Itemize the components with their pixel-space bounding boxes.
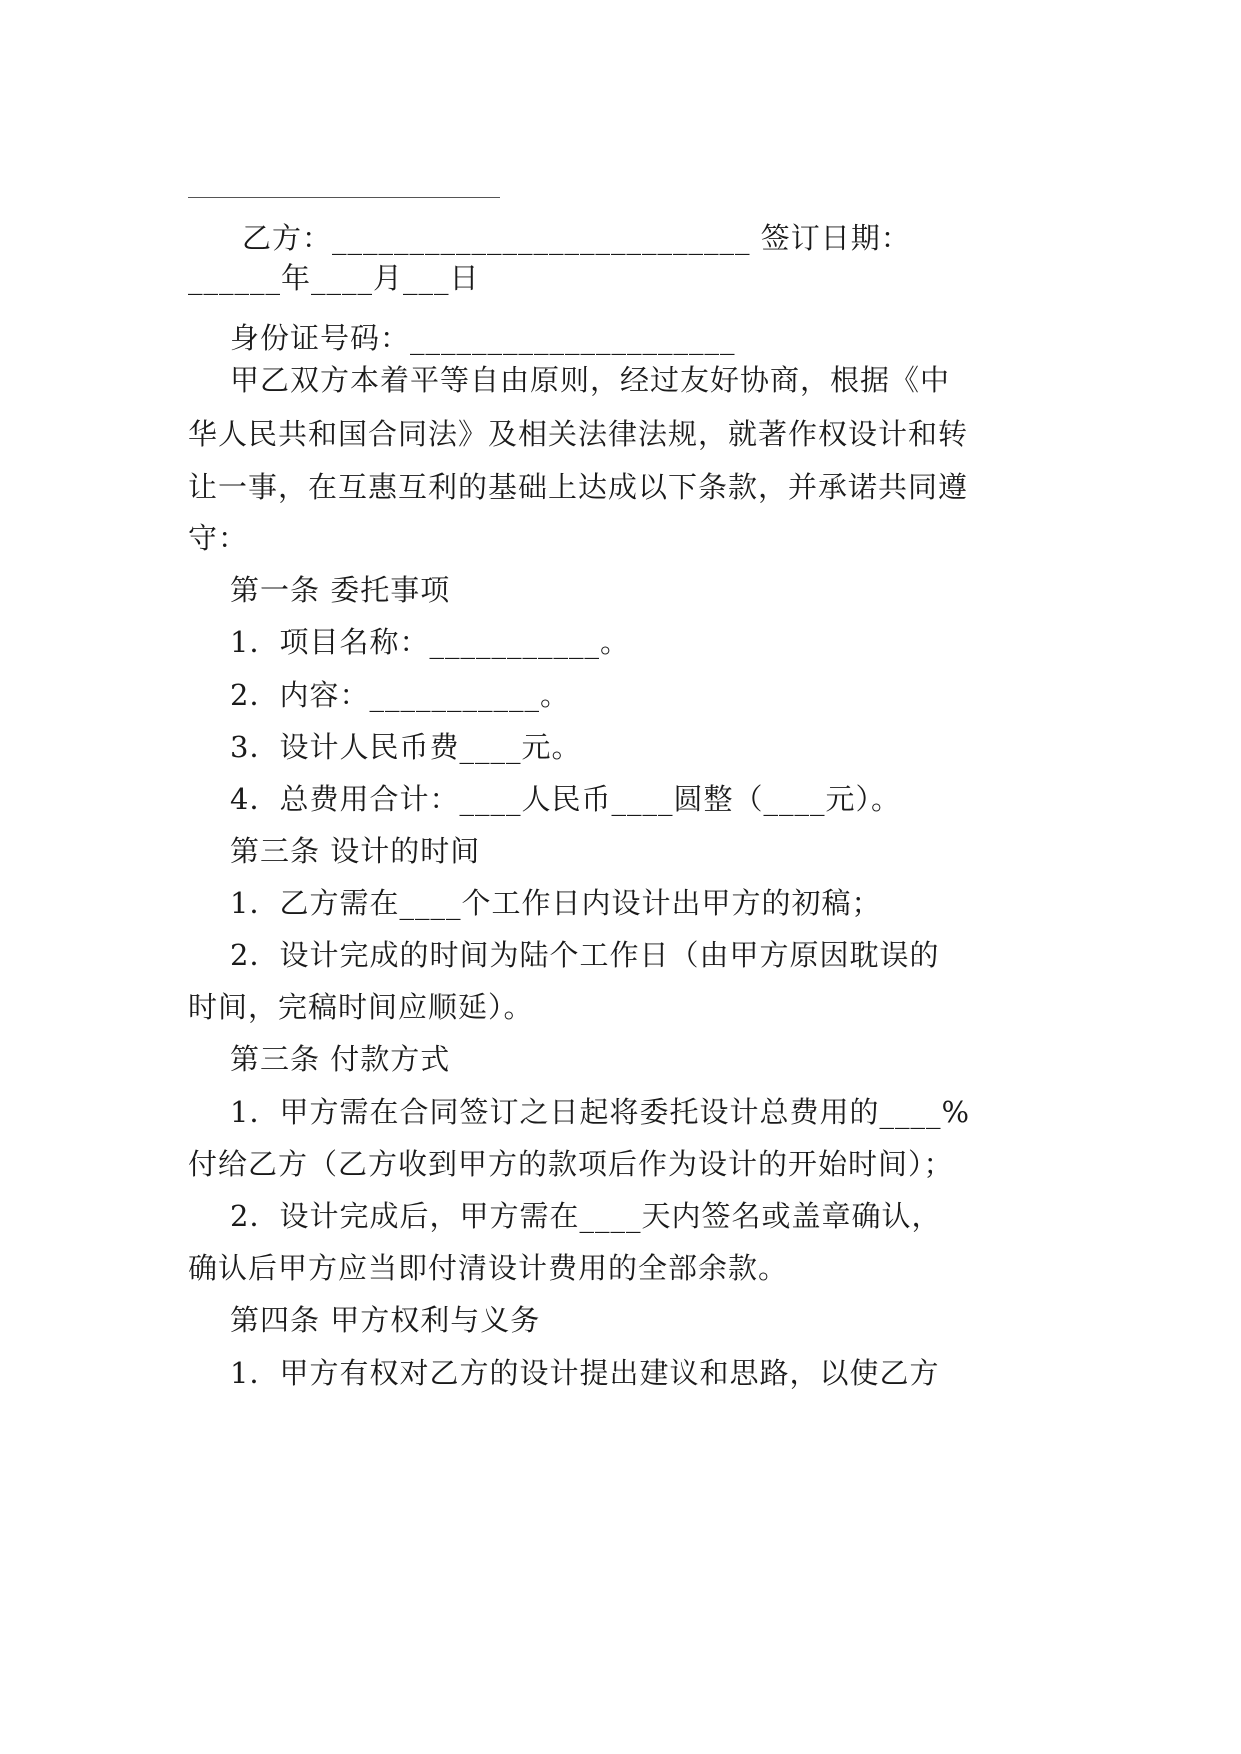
signature-blank-line: [188, 197, 500, 198]
date-blank-line: ______年____月___日: [188, 261, 480, 295]
article-payment-item-2: 2．设计完成后，甲方需在____天内签名或盖章确认，: [230, 1199, 942, 1233]
article-payment-item-2-cont: 确认后甲方应当即付清设计费用的全部余款。: [188, 1251, 789, 1285]
preamble-line-3: 让一事，在互惠互利的基础上达成以下条款，并承诺共同遵: [188, 470, 969, 504]
preamble-line-1: 甲乙双方本着平等自由原则，经过友好协商，根据《中: [230, 363, 951, 397]
article-4-item-1: 1．甲方有权对乙方的设计提出建议和思路，以使乙方: [230, 1356, 940, 1390]
article-4-heading: 第四条 甲方权利与义务: [230, 1303, 541, 1337]
article-time-item-1: 1．乙方需在____个工作日内设计出甲方的初稿；: [230, 886, 882, 920]
article-time-item-2: 2．设计完成的时间为陆个工作日（由甲方原因耽误的: [230, 938, 940, 972]
article-time-item-2-cont: 时间，完稿时间应顺延）。: [188, 990, 534, 1024]
article-1-item-2: 2．内容：___________。: [230, 678, 570, 712]
article-payment-item-1-cont: 付给乙方（乙方收到甲方的款项后作为设计的开始时间）；: [188, 1147, 954, 1181]
article-1-heading: 第一条 委托事项: [230, 573, 451, 607]
preamble-line-4: 守：: [188, 521, 249, 555]
article-payment-heading: 第三条 付款方式: [230, 1042, 451, 1076]
article-payment-item-1: 1．甲方需在合同签订之日起将委托设计总费用的____%: [230, 1095, 971, 1129]
article-1-item-1: 1．项目名称：___________。: [230, 625, 630, 659]
id-number-line: 身份证号码：_____________________: [230, 321, 736, 355]
article-time-heading: 第三条 设计的时间: [230, 834, 481, 868]
preamble-line-2: 华人民共和国合同法》及相关法律法规，就著作权设计和转: [188, 417, 969, 451]
article-1-item-3: 3．设计人民币费____元。: [230, 730, 582, 764]
party-b-signing-date-line: 乙方：___________________________ 签订日期：: [242, 221, 911, 255]
article-1-item-4: 4．总费用合计：____人民币____圆整（____元）。: [230, 782, 901, 816]
